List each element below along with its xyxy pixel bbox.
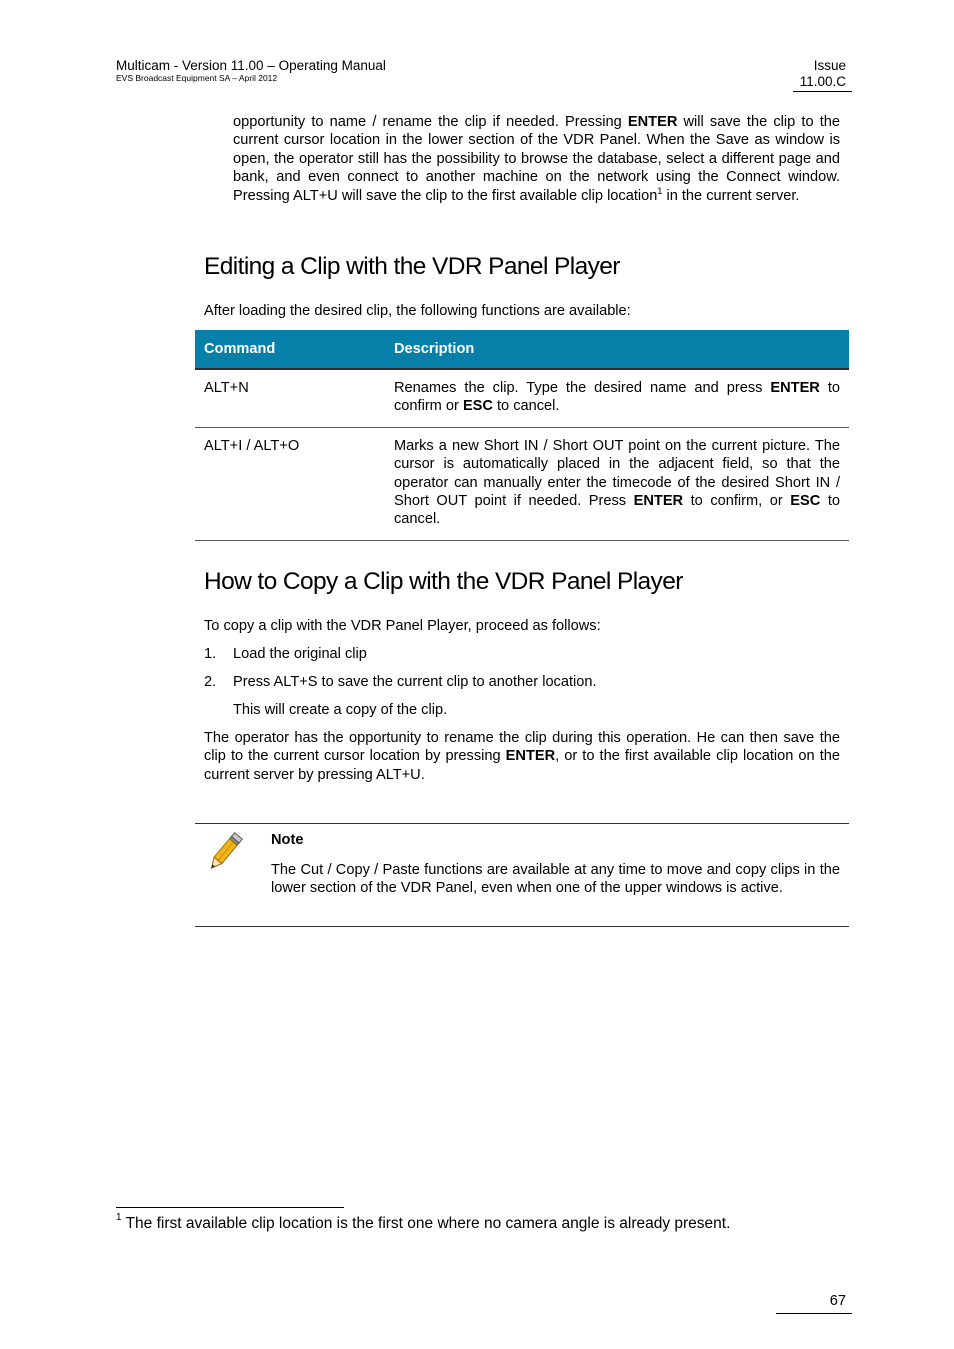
description-cell: Marks a new Short IN / Short OUT point on the current picture. The cursor is automatically placed in the adjacent field, so that the operator can manually enter the timecode of the desired Short IN / Short OUT point if needed. Press ENTER to confirm, or ESC to cancel. <box>385 427 849 540</box>
note-text: The Cut / Copy / Paste functions are available at any time to move and copy clips in the lower section of the VDR Panel, even when one of the upper windows is active. <box>271 862 840 897</box>
footnote <box>116 1214 730 1234</box>
copy-intro: To copy a clip with the VDR Panel Player, proceed as follows: <box>204 618 601 634</box>
header-issue-label: Issue <box>813 58 846 73</box>
page-number-rule <box>776 1313 852 1314</box>
section-heading-editing: Editing a Clip with the VDR Panel Player <box>204 253 620 280</box>
command-cell: ALT+I / ALT+O <box>195 427 385 540</box>
step-result: This will create a copy of the clip. <box>233 702 448 718</box>
description-cell: Renames the clip. Type the desired name and press ENTER to confirm or ESC to cancel. <box>385 369 849 427</box>
command-cell: ALT+N <box>195 369 385 427</box>
header-title: Multicam - Version 11.00 – Operating Manual <box>116 58 386 73</box>
step-text: Press ALT+S to save the current clip to another location. <box>233 674 597 690</box>
step-number: 2. <box>204 674 217 690</box>
editing-intro: After loading the desired clip, the following functions are available: <box>204 303 631 319</box>
step-text: Load the original clip <box>233 646 367 662</box>
page-number: 67 <box>829 1293 846 1309</box>
section-heading-copy: How to Copy a Clip with the VDR Panel Player <box>204 568 683 595</box>
footnote-rule <box>116 1207 344 1208</box>
column-header-command: Command <box>195 330 385 369</box>
note-top-rule <box>195 823 849 824</box>
command-table-header <box>195 330 849 369</box>
intro-text-3: in the current server. <box>662 187 800 204</box>
footnote-text: The first available clip location is the first one where no camera angle is already present. <box>121 1215 731 1232</box>
copy-paragraph: The operator has the opportunity to rename the clip during this operation. He can then save the clip to the current cursor location by pressing ENTER, or to the first available clip location on the current server by pressing ALT+U. <box>204 730 840 783</box>
header-rule <box>793 91 852 92</box>
command-table <box>195 330 849 541</box>
note-title: Note <box>271 832 304 848</box>
pencil-icon <box>204 831 246 878</box>
note-bottom-rule <box>195 926 849 927</box>
footnote-reference[interactable]: 1 <box>657 185 663 196</box>
step-number: 1. <box>204 646 217 662</box>
header-subtitle: EVS Broadcast Equipment SA – April 2012 <box>116 73 278 83</box>
intro-enter-keyword: ENTER <box>627 114 678 130</box>
footnote-number: 1 <box>116 1212 122 1223</box>
intro-text-1: opportunity to name / rename the clip if needed. Pressing <box>233 114 628 130</box>
intro-paragraph <box>233 113 840 205</box>
column-header-description: Description <box>385 330 849 369</box>
intro-text-2: will save the clip to the current cursor location in the lower section of the VDR Panel. When the Save as window is open, the operator still has the possibility to browse the database, select a different page and bank, and even connect to another machine on the network using the Connect window. Pressing ALT+U will save the clip to the first available clip location <box>233 114 840 204</box>
table-row <box>195 369 849 427</box>
header-issue-value: 11.00.C <box>799 74 846 89</box>
table-row <box>195 427 849 540</box>
